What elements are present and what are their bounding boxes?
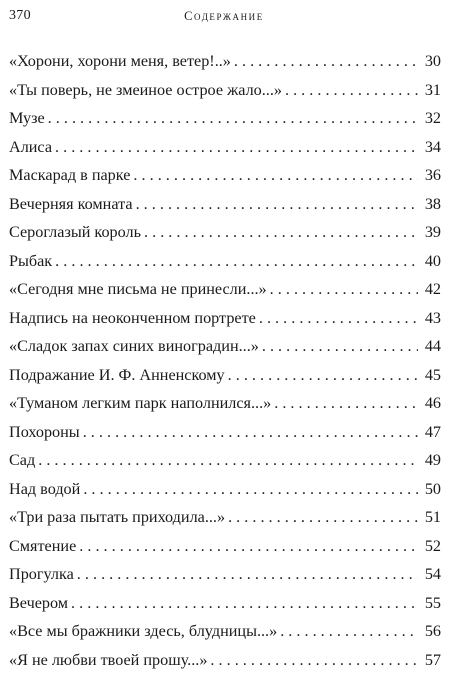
toc-entry-page-number: 50 xyxy=(424,479,441,498)
dot-leader xyxy=(210,651,418,670)
table-of-contents xyxy=(9,52,441,679)
toc-entry-title: «Хорони, хорони меня, ветер!..» xyxy=(9,52,231,70)
toc-entry-page-number: 44 xyxy=(424,337,441,355)
toc-entry-title: Смятение xyxy=(9,536,77,555)
toc-entry-title: Сероглазый король xyxy=(9,223,141,241)
toc-entry-title: «Я не любви твоей прошу...» xyxy=(9,650,208,669)
toc-entry xyxy=(9,195,441,224)
dot-leader xyxy=(234,52,418,71)
toc-entry xyxy=(9,423,441,452)
toc-entry-title: Музе xyxy=(9,109,45,127)
toc-entry xyxy=(9,280,441,309)
toc-entry-page-number: 45 xyxy=(424,365,441,384)
toc-entry-title: Надпись на неоконченном портрете xyxy=(9,308,256,327)
dot-leader xyxy=(228,508,418,527)
dot-leader xyxy=(144,223,418,242)
page-number: 370 xyxy=(9,8,31,23)
toc-entry-page-number: 39 xyxy=(424,223,441,241)
toc-entry-page-number: 49 xyxy=(424,451,441,469)
dot-leader xyxy=(259,309,418,328)
page-header xyxy=(9,8,439,28)
toc-entry xyxy=(9,651,441,680)
dot-leader xyxy=(71,594,418,613)
toc-entry-title: «Три раза пытать приходила...» xyxy=(9,508,226,526)
toc-entry-title: «Туманом легким парк наполнился...» xyxy=(9,394,272,412)
dot-leader xyxy=(55,252,418,271)
toc-entry-page-number: 46 xyxy=(424,394,441,412)
dot-leader xyxy=(77,565,418,584)
toc-entry-page-number: 56 xyxy=(424,622,441,640)
toc-entry xyxy=(9,508,441,537)
toc-entry xyxy=(9,138,441,167)
toc-entry xyxy=(9,166,441,195)
dot-leader xyxy=(270,280,418,299)
toc-entry xyxy=(9,366,441,395)
toc-entry-page-number: 47 xyxy=(424,422,441,441)
running-title: Содержание xyxy=(184,9,264,23)
toc-entry xyxy=(9,565,441,594)
toc-entry-title: Над водой xyxy=(9,479,81,498)
toc-entry-page-number: 32 xyxy=(424,109,441,127)
toc-entry-page-number: 43 xyxy=(424,308,441,327)
toc-entry-page-number: 54 xyxy=(424,565,441,583)
toc-entry-page-number: 57 xyxy=(424,650,441,669)
toc-entry-page-number: 40 xyxy=(424,251,441,270)
toc-entry xyxy=(9,309,441,338)
toc-entry xyxy=(9,223,441,252)
toc-entry-title: Вечерняя комната xyxy=(9,194,133,213)
dot-leader xyxy=(228,366,418,385)
toc-entry-title: Алиса xyxy=(9,137,52,156)
toc-entry xyxy=(9,52,441,81)
toc-entry-title: Вечером xyxy=(9,593,69,612)
toc-entry xyxy=(9,451,441,480)
dot-leader xyxy=(280,622,418,641)
toc-entry-title: Подражание И. Ф. Анненскому xyxy=(9,365,225,384)
dot-leader xyxy=(133,166,418,185)
toc-entry xyxy=(9,394,441,423)
toc-entry-page-number: 42 xyxy=(424,280,441,298)
dot-leader xyxy=(83,423,418,442)
toc-entry-title: «Сегодня мне письма не принесли...» xyxy=(9,280,267,298)
toc-entry-title: «Ты поверь, не змеиное острое жало...» xyxy=(9,80,282,99)
dot-leader xyxy=(55,138,418,157)
toc-entry xyxy=(9,622,441,651)
toc-entry-title: «Сладок запах синих виноградин...» xyxy=(9,337,259,355)
toc-entry-page-number: 55 xyxy=(424,593,441,612)
dot-leader xyxy=(262,337,418,356)
toc-entry-page-number: 51 xyxy=(424,508,441,526)
toc-entry-page-number: 38 xyxy=(424,194,441,213)
toc-entry xyxy=(9,337,441,366)
toc-entry-page-number: 52 xyxy=(424,536,441,555)
toc-entry-title: Прогулка xyxy=(9,565,74,583)
toc-entry-page-number: 36 xyxy=(424,166,441,184)
toc-entry xyxy=(9,252,441,281)
toc-entry xyxy=(9,537,441,566)
toc-entry-title: «Все мы бражники здесь, блудницы...» xyxy=(9,622,278,640)
dot-leader xyxy=(38,451,418,470)
toc-entry-title: Похороны xyxy=(9,422,80,441)
toc-entry-page-number: 31 xyxy=(424,80,441,99)
dot-leader xyxy=(136,195,418,214)
toc-entry xyxy=(9,480,441,509)
dot-leader xyxy=(79,537,418,556)
toc-entry xyxy=(9,109,441,138)
dot-leader xyxy=(274,394,418,413)
dot-leader xyxy=(285,81,418,100)
toc-entry xyxy=(9,594,441,623)
toc-entry xyxy=(9,81,441,110)
toc-entry-title: Сад xyxy=(9,451,36,469)
toc-entry-title: Маскарад в парке xyxy=(9,166,131,184)
toc-entry-page-number: 30 xyxy=(424,52,441,70)
dot-leader xyxy=(48,109,418,128)
dot-leader xyxy=(83,480,418,499)
toc-entry-title: Рыбак xyxy=(9,251,53,270)
toc-entry-page-number: 34 xyxy=(424,137,441,156)
